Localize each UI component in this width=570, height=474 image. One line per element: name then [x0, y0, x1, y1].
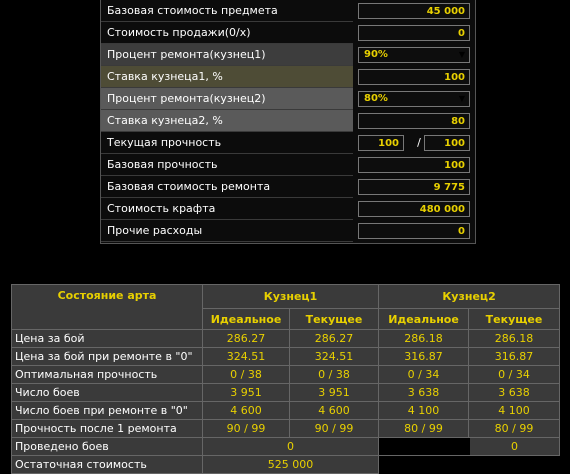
form-row-current-durability	[101, 132, 475, 154]
form-row-repair-percent-2	[101, 88, 475, 110]
cell-value: 90 / 99	[203, 420, 290, 438]
cell-value: 316.87	[469, 348, 560, 366]
form-row-other-expenses	[101, 220, 475, 242]
base-durability-label: Базовая прочность	[101, 154, 353, 176]
table-row	[12, 384, 560, 402]
table-header-row	[12, 285, 560, 309]
repair-percent-2-select[interactable]	[358, 91, 470, 107]
cell-value: 3 638	[379, 384, 469, 402]
repair-percent-1-select[interactable]	[358, 47, 470, 63]
base-price-label: Базовая стоимость предмета	[101, 0, 353, 22]
cell-value: 316.87	[379, 348, 469, 366]
header-art-state: Состояние арта	[12, 285, 203, 330]
calculator-form	[100, 0, 476, 244]
cell-value: 324.51	[203, 348, 290, 366]
other-expenses-input[interactable]: 0	[358, 223, 470, 239]
base-repair-cost-label: Базовая стоимость ремонта	[101, 176, 353, 198]
table-row	[12, 420, 560, 438]
form-row-base-price	[101, 0, 475, 22]
cell-value: 3 951	[203, 384, 290, 402]
smith1-rate-label: Ставка кузнеца1, %	[101, 66, 353, 88]
repair-percent-2-label: Процент ремонта(кузнец2)	[101, 88, 353, 110]
repair-percent-2-value: 80%	[364, 93, 388, 104]
fights-done-smith2: 0	[470, 438, 559, 455]
header-smith2-ideal: Идеальное	[379, 309, 469, 330]
row-label: Цена за бой при ремонте в "0"	[12, 348, 203, 366]
cell-value: 90 / 99	[290, 420, 379, 438]
cell-value: 80 / 99	[379, 420, 469, 438]
cell-value: 80 / 99	[469, 420, 560, 438]
row-label: Оптимальная прочность	[12, 366, 203, 384]
row-label: Остаточная стоимость	[12, 456, 203, 474]
cell-value: 4 600	[290, 402, 379, 420]
craft-cost-input[interactable]: 480 000	[358, 201, 470, 217]
current-durability-label: Текущая прочность	[101, 132, 353, 154]
base-price-input[interactable]: 45 000	[358, 3, 470, 19]
form-row-repair-percent-1	[101, 44, 475, 66]
craft-cost-label: Стоимость крафта	[101, 198, 353, 220]
row-label: Проведено боев	[12, 438, 203, 456]
form-row-smith1-rate	[101, 66, 475, 88]
cell-value: 286.18	[469, 330, 560, 348]
row-label: Число боев	[12, 384, 203, 402]
cell-value: 286.18	[379, 330, 469, 348]
header-smith2: Кузнец2	[379, 285, 560, 309]
table-row	[12, 402, 560, 420]
cell-value: 0 / 38	[290, 366, 379, 384]
cell-value: 4 100	[379, 402, 469, 420]
repair-percent-1-label: Процент ремонта(кузнец1)	[101, 44, 353, 66]
table-row	[12, 330, 560, 348]
cell-value: 0 / 38	[203, 366, 290, 384]
dropdown-arrow-icon: ▼	[458, 94, 465, 103]
fights-done-smith2-wrap	[379, 438, 560, 456]
current-durability-input[interactable]: 100	[358, 135, 404, 151]
row-label: Прочность после 1 ремонта	[12, 420, 203, 438]
row-label: Число боев при ремонте в "0"	[12, 402, 203, 420]
cell-value: 286.27	[203, 330, 290, 348]
base-repair-cost-input[interactable]: 9 775	[358, 179, 470, 195]
cell-value: 3 951	[290, 384, 379, 402]
smith1-rate-input[interactable]: 100	[358, 69, 470, 85]
cell-value: 0 / 34	[379, 366, 469, 384]
cell-value: 324.51	[290, 348, 379, 366]
other-expenses-label: Прочие расходы	[101, 220, 353, 242]
table-row-residual	[12, 456, 560, 474]
empty-cell	[379, 456, 560, 474]
row-label: Цена за бой	[12, 330, 203, 348]
cell-value: 4 100	[469, 402, 560, 420]
cell-value: 3 638	[469, 384, 560, 402]
table-row	[12, 366, 560, 384]
results-table	[11, 284, 560, 474]
header-smith2-current: Текущее	[469, 309, 560, 330]
cell-value: 0 / 34	[469, 366, 560, 384]
form-row-base-repair-cost	[101, 176, 475, 198]
cell-value: 4 600	[203, 402, 290, 420]
form-row-sale-price	[101, 22, 475, 44]
cell-value: 286.27	[290, 330, 379, 348]
form-row-base-durability	[101, 154, 475, 176]
header-smith1: Кузнец1	[203, 285, 379, 309]
fights-done-smith1: 0	[203, 438, 379, 456]
table-row	[12, 348, 560, 366]
residual-value: 525 000	[203, 456, 379, 474]
form-row-smith2-rate	[101, 110, 475, 132]
repair-percent-1-value: 90%	[364, 49, 388, 60]
header-smith1-current: Текущее	[290, 309, 379, 330]
header-smith1-ideal: Идеальное	[203, 309, 290, 330]
table-row-fights-done	[12, 438, 560, 456]
base-durability-input[interactable]: 100	[358, 157, 470, 173]
durability-separator: /	[417, 136, 421, 149]
sale-price-input[interactable]: 0	[358, 25, 470, 41]
form-row-craft-cost	[101, 198, 475, 220]
smith2-rate-input[interactable]: 80	[358, 113, 470, 129]
dropdown-arrow-icon: ▼	[458, 50, 465, 59]
smith2-rate-label: Ставка кузнеца2, %	[101, 110, 353, 132]
sale-price-label: Стоимость продажи(0/х)	[101, 22, 353, 44]
max-durability-input[interactable]: 100	[424, 135, 470, 151]
